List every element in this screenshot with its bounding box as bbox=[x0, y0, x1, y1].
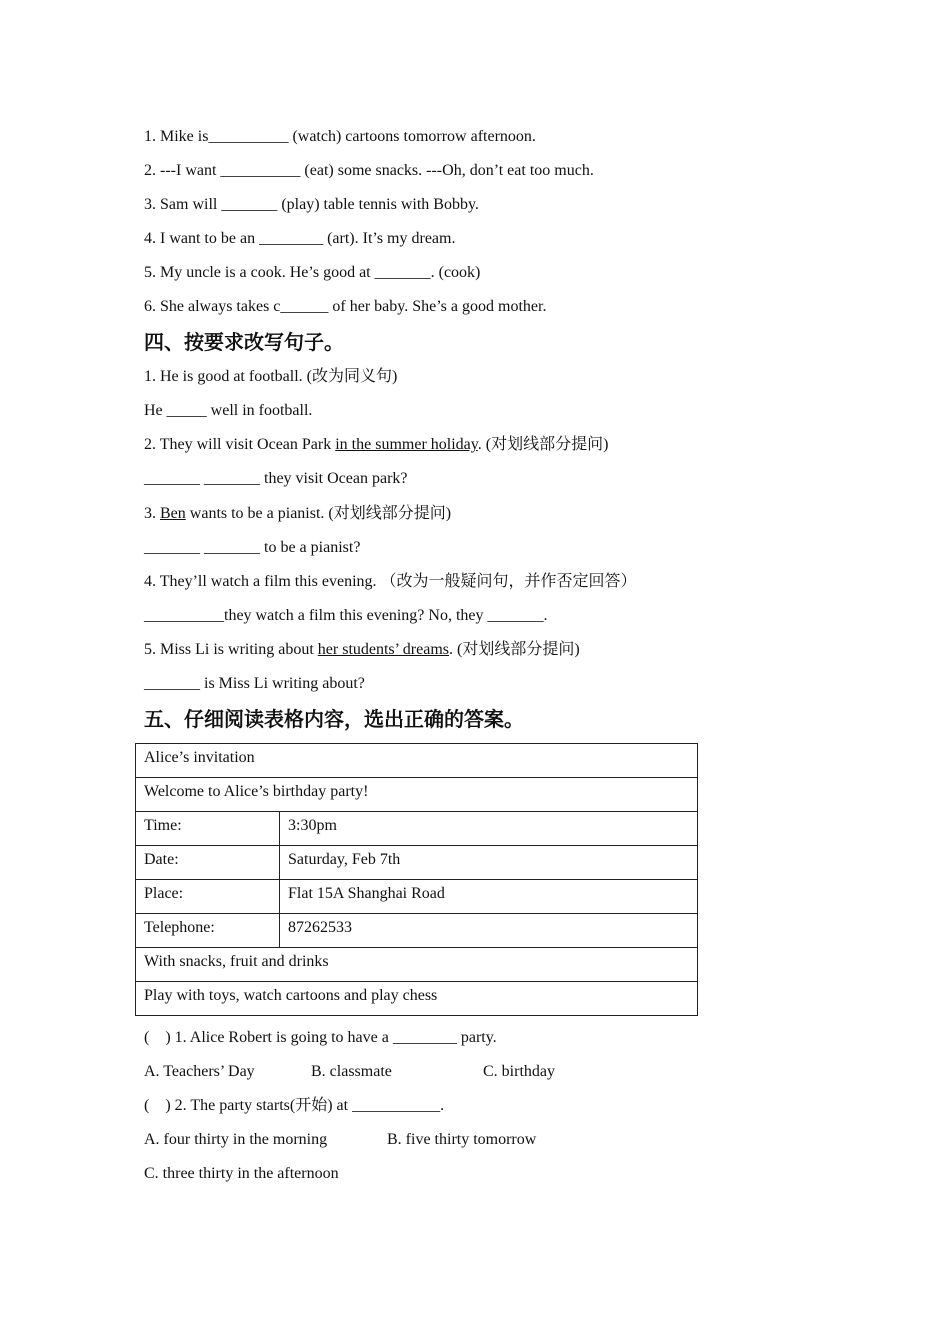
table-row bbox=[136, 812, 698, 846]
rewrite-question-4: 4. They’ll watch a film this evening. （改为一般疑问句，并作否定回答） bbox=[144, 573, 637, 590]
row-key: Place: bbox=[136, 880, 280, 914]
rewrite-question-5: 5. Miss Li is writing about her students’ dreams. (对划线部分提问) bbox=[144, 641, 580, 658]
rewrite-question-2: 2. They will visit Ocean Park in the summer holiday. (对划线部分提问) bbox=[144, 436, 609, 453]
option-a: A. four thirty in the morning bbox=[144, 1131, 328, 1148]
exercise-item-1: 1. Mike is__________ (watch) cartoons tomorrow afternoon. bbox=[144, 128, 536, 145]
invitation-welcome: Welcome to Alice’s birthday party! bbox=[136, 778, 698, 812]
exercise-item-4: 4. I want to be an ________ (art). It’s my dream. bbox=[144, 230, 456, 247]
exercise-item-2: 2. ---I want __________ (eat) some snacks. ---Oh, don’t eat too much. bbox=[144, 162, 594, 179]
row-value: 87262533 bbox=[280, 914, 698, 948]
row-value: Saturday, Feb 7th bbox=[280, 846, 698, 880]
row-key: Telephone: bbox=[136, 914, 280, 948]
invitation-table bbox=[135, 743, 698, 1016]
option-c: C. birthday bbox=[483, 1063, 555, 1080]
rewrite-answer-2: _______ _______ they visit Ocean park? bbox=[144, 470, 408, 487]
table-row bbox=[136, 846, 698, 880]
underlined-phrase: in the summer holiday bbox=[335, 436, 478, 453]
invitation-title: Alice’s invitation bbox=[136, 744, 698, 778]
underlined-phrase: her students’ dreams bbox=[317, 641, 449, 658]
exercise-item-6: 6. She always takes c______ of her baby. She’s a good mother. bbox=[144, 298, 547, 315]
rewrite-answer-4: __________they watch a film this evening? No, they _______. bbox=[144, 607, 548, 624]
invitation-activities: Play with toys, watch cartoons and play chess bbox=[136, 982, 698, 1016]
section-heading-rewrite: 四、按要求改写句子。 bbox=[144, 330, 344, 354]
row-value: 3:30pm bbox=[280, 812, 698, 846]
option-c: C. three thirty in the afternoon bbox=[144, 1165, 339, 1182]
rewrite-answer-3: _______ _______ to be a pianist? bbox=[144, 539, 361, 556]
exercise-item-5: 5. My uncle is a cook. He’s good at _______. (cook) bbox=[144, 264, 481, 281]
option-b: B. classmate bbox=[311, 1063, 392, 1080]
rewrite-question-3: 3. Ben wants to be a pianist. (对划线部分提问) bbox=[144, 505, 452, 522]
exercise-item-3: 3. Sam will _______ (play) table tennis with Bobby. bbox=[144, 196, 479, 213]
underlined-phrase: Ben bbox=[160, 505, 186, 522]
row-key: Time: bbox=[136, 812, 280, 846]
reading-question-1: ( ) 1. Alice Robert is going to have a ________ party. bbox=[144, 1029, 497, 1046]
reading-question-2: ( ) 2. The party starts(开始) at ___________. bbox=[144, 1097, 445, 1114]
row-key: Date: bbox=[136, 846, 280, 880]
table-row bbox=[136, 880, 698, 914]
section-heading-reading: 五、仔细阅读表格内容，选出正确的答案。 bbox=[144, 707, 524, 731]
row-value: Flat 15A Shanghai Road bbox=[280, 880, 698, 914]
option-b: B. five thirty tomorrow bbox=[387, 1131, 537, 1148]
invitation-food: With snacks, fruit and drinks bbox=[136, 948, 698, 982]
table-row bbox=[136, 914, 698, 948]
rewrite-answer-1: He _____ well in football. bbox=[144, 402, 313, 419]
option-a: A. Teachers’ Day bbox=[144, 1063, 255, 1080]
rewrite-question-1: 1. He is good at football. (改为同义句) bbox=[144, 368, 398, 385]
rewrite-answer-5: _______ is Miss Li writing about? bbox=[144, 675, 365, 692]
